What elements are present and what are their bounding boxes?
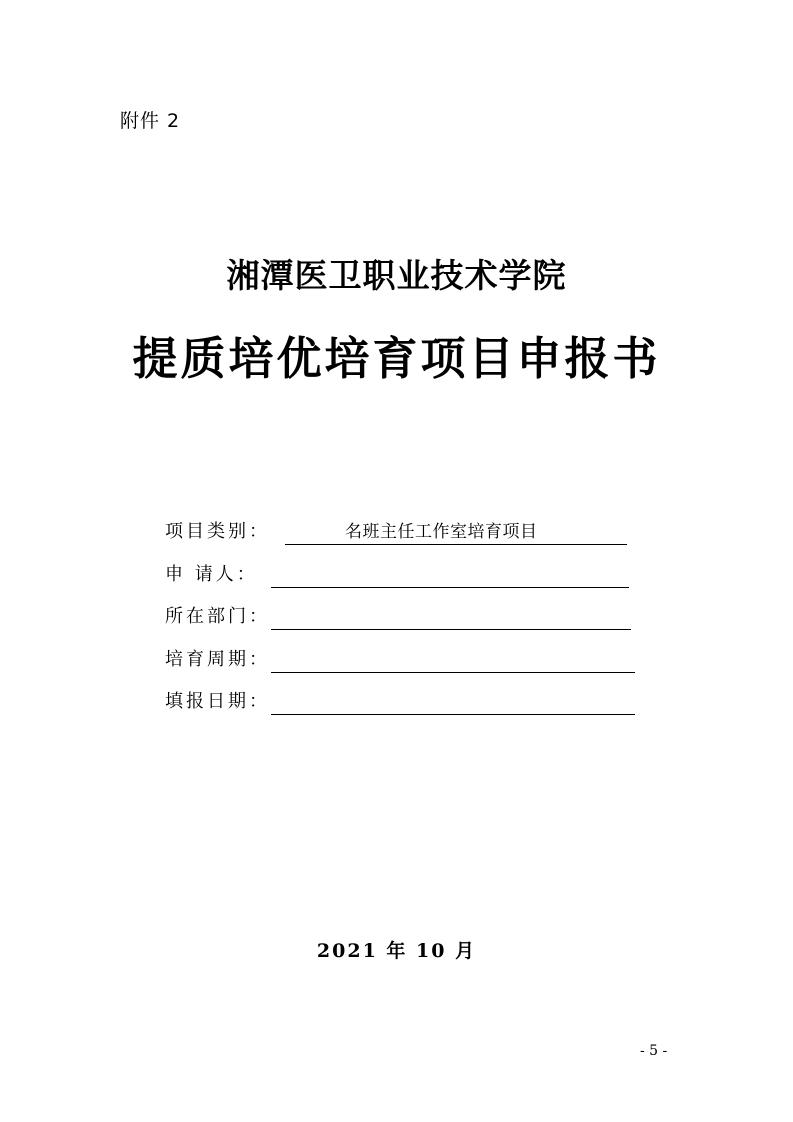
cultivation-period-label: 培育周期： [165,649,270,670]
project-category-field[interactable] [285,518,627,545]
page-number: - 5 - [640,1043,668,1059]
project-category-value: 名班主任工作室培育项目 [345,522,538,542]
attachment-label: 附件 2 [120,110,181,132]
department-field[interactable] [271,603,631,630]
document-date: 2021 年 10 月 [316,940,477,962]
cultivation-period-field[interactable] [271,646,635,673]
school-name: 湘潭医卫职业技术学院 [226,256,567,295]
applicant-label: 申 请人： [165,564,258,585]
fill-date-label: 填报日期： [165,691,270,712]
document-title: 提质培优培育项目申报书 [132,332,661,385]
fill-date-field[interactable] [271,688,635,715]
project-category-label: 项目类别： [165,521,270,542]
department-label: 所在部门： [165,606,270,627]
applicant-field[interactable] [271,561,629,588]
